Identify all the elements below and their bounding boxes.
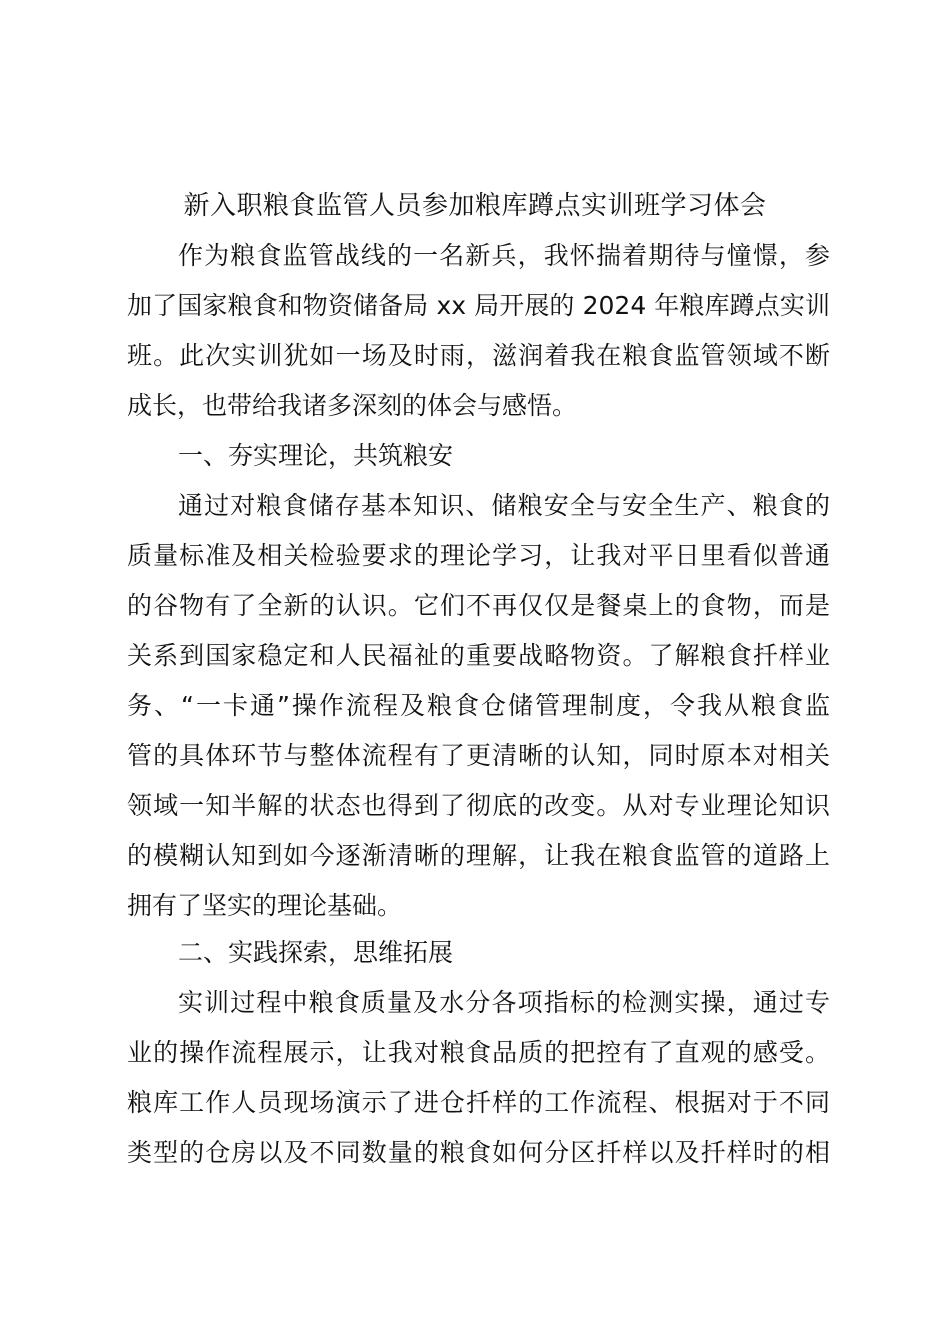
paragraph-line: 的谷物有了全新的认识。它们不再仅仅是餐桌上的食物，而是 [127,591,830,620]
paragraph-line: 质量标准及相关检验要求的理论学习，让我对平日里看似普通 [127,541,830,570]
paragraph-line: 类型的仓房以及不同数量的粮食如何分区扦样以及扦样时的相 [127,1138,830,1167]
paragraph-line: 业的操作流程展示，让我对粮食品质的把控有了直观的感受。 [127,1038,830,1067]
paragraph-line: 管的具体环节与整体流程有了更清晰的认知，同时原本对相关 [127,741,830,770]
paragraph-line: 关系到国家稳定和人民福祉的重要战略物资。了解粮食扦样业 [127,641,830,670]
paragraph-line: 加了国家粮食和物资储备局 xx 局开展的 2024 年粮库蹲点实训 [127,291,830,320]
paragraph-line: 领域一知半解的状态也得到了彻底的改变。从对专业理论知识 [127,791,830,820]
section-heading-1: 一、夯实理论，共筑粮安 [178,441,454,470]
paragraph-line: 务、“一卡通”操作流程及粮食仓储管理制度，令我从粮食监 [127,691,830,720]
paragraph-line: 通过对粮食储存基本知识、储粮安全与安全生产、粮食的 [178,491,830,520]
paragraph-line: 拥有了坚实的理论基础。 [127,891,403,920]
paragraph-line: 成长，也带给我诸多深刻的体会与感悟。 [127,391,578,420]
paragraph-line: 粮库工作人员现场演示了进仓扦样的工作流程、根据对于不同 [127,1088,830,1117]
paragraph-line: 的模糊认知到如今逐渐清晰的理解，让我在粮食监管的道路上 [127,841,830,870]
document-title: 新入职粮食监管人员参加粮库蹲点实训班学习体会 [183,191,767,221]
section-heading-2: 二、实践探索，思维拓展 [178,938,454,967]
paragraph-line: 作为粮食监管战线的一名新兵，我怀揣着期待与憧憬，参 [178,241,830,270]
paragraph-line: 班。此次实训犹如一场及时雨，滋润着我在粮食监管领域不断 [127,341,830,370]
paragraph-line: 实训过程中粮食质量及水分各项指标的检测实操，通过专 [178,988,830,1017]
